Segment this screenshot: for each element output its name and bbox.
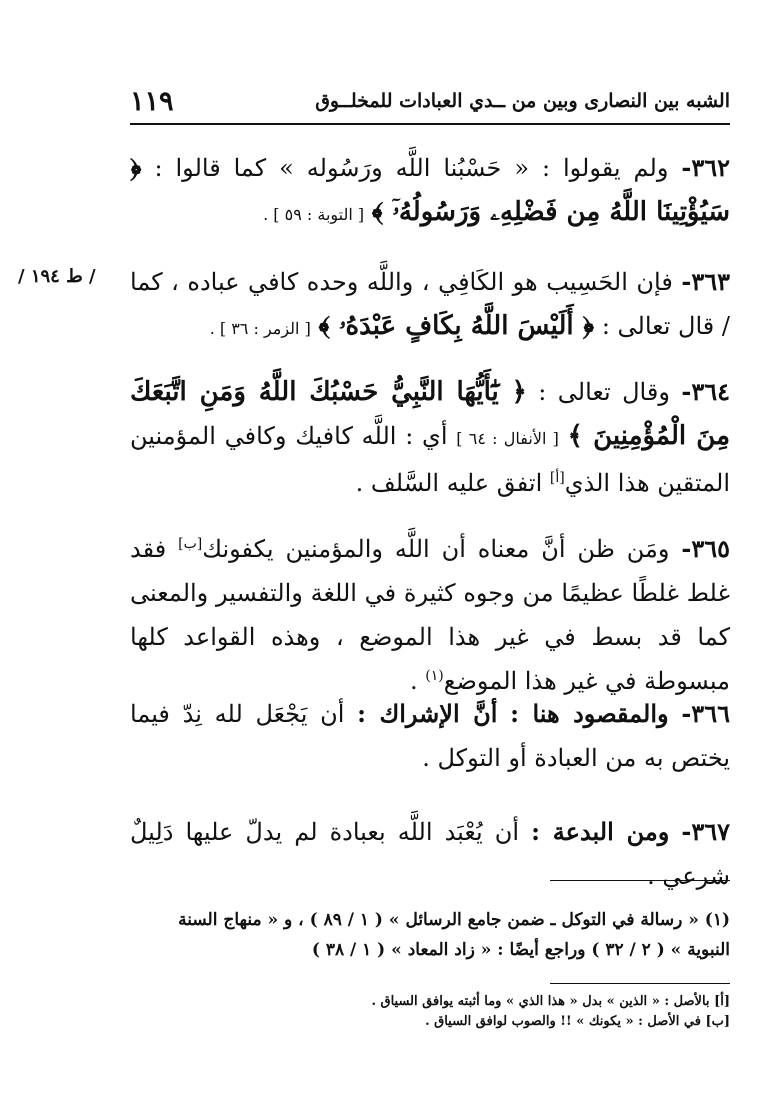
paragraph-text: . — [410, 667, 418, 695]
paragraph-number: ٣٦٣- — [681, 267, 730, 296]
paragraph-text: ومَن ظن أنَّ معناه أن اللَّه والمؤمنين يكفونك — [202, 535, 670, 563]
paragraph-text: أن يُعْبَد اللَّه بعبادة لم يدلّ عليها دَلِيلٌ شرعي . — [130, 818, 730, 890]
paragraph-text: فقد غلط غلطًا عظيمًا من وجوه كثيرة في اللغة والتفسير والمعنى كما قد بسط في غير هذا الموضع ، وهذه القواعد كلها مبسوطة في غير هذا الموضع — [130, 535, 730, 695]
paragraph-text: اتفق عليه السَّلف . — [355, 469, 543, 497]
footnote-rule — [550, 880, 730, 881]
page-header — [130, 86, 730, 120]
paragraph-number: ٣٦٦- — [681, 699, 730, 728]
paragraph-366 — [130, 692, 730, 780]
footnote-1: (١) « رسالة في التوكل ـ ضمن جامع الرسائل » ( ١ / ٨٩ ) ، و « منهاج السنة النبوية » ( ٢ / ٣٢ ) وراجع أيضًا : « زاد المعاد » ( ١ / ٣٨ ) — [178, 910, 730, 960]
paragraph-367 — [130, 810, 730, 898]
paragraph-number: ٣٦٤- — [681, 377, 730, 406]
variant-marker: [أ] — [549, 470, 565, 486]
verse-reference: [ الزمر : ٣٦ ] . — [209, 319, 311, 338]
paragraph-text: ولم يقولوا : « حَسْبُنا اللَّه ورَسُوله » كما قالوا : — [154, 154, 669, 182]
keyword: أنَّ الإشراك : — [357, 699, 498, 728]
paragraph-number: ٣٦٢- — [681, 153, 730, 182]
paragraph-363 — [130, 260, 730, 351]
paragraph-362 — [130, 146, 730, 237]
variant-marker: [ب] — [178, 536, 203, 552]
paragraph-text: فإن الحَسِيب هو الكَافِي ، واللَّه وحده كافي عباده ، كما / قال تعالى : — [130, 268, 730, 340]
verse-reference: [ التوبة : ٥٩ ] . — [263, 205, 365, 224]
variants-rule — [550, 983, 730, 984]
keyword: ومن البدعة : — [531, 817, 670, 846]
running-title: الشبه بين النصارى وبين من ــدي العبادات للمخلــوق — [315, 90, 730, 112]
variant-note-b: [ب] في الأصل : « يكونك » !! والصوب لوافق السياق . — [425, 1014, 730, 1029]
paragraph-365 — [130, 527, 730, 703]
paragraph-text: وقال تعالى : — [538, 378, 670, 406]
paragraph-number: ٣٦٥- — [681, 534, 730, 563]
paragraph-text: أي : اللَّه كافيك وكافي المؤمنين المتقين هذا الذي — [130, 422, 730, 497]
quran-verse: ﴿ يَٰٓأَيُّهَا النَّبِيُّ حَسْبُكَ اللَّهُ وَمَنِ اتَّبَعَكَ مِنَ الْمُؤْمِنِينَ ﴾ — [130, 377, 731, 451]
quran-verse: ﴿ سَيُؤْتِينَا اللَّهُ مِن فَضْلِهِۦ وَرَسُولُهُۥٓ ﴾ — [130, 153, 730, 227]
quran-verse: ﴿ أَلَيْسَ اللَّهُ بِكَافٍ عَبْدَهُۥ ﴾ — [318, 311, 595, 341]
margin-note: / ط ١٩٤ / — [18, 266, 96, 287]
variant-note-a: [أ] بالأصل : « الذين » بدل « هذا الذي » وما أثبته يوافق السياق . — [371, 994, 730, 1009]
keyword: والمقصود هنا : — [510, 699, 669, 728]
verse-reference: [ الأنفال : ٦٤ ] — [456, 429, 559, 448]
header-rule — [130, 123, 730, 125]
paragraph-text: أن يَجْعَل لله نِدّ فيما يختص به من العبادة أو التوكل . — [130, 700, 730, 772]
footnote-marker: (١) — [425, 668, 444, 684]
paragraph-364 — [130, 370, 730, 505]
paragraph-number: ٣٦٧- — [681, 817, 730, 846]
page-number: ١١٩ — [130, 86, 174, 117]
